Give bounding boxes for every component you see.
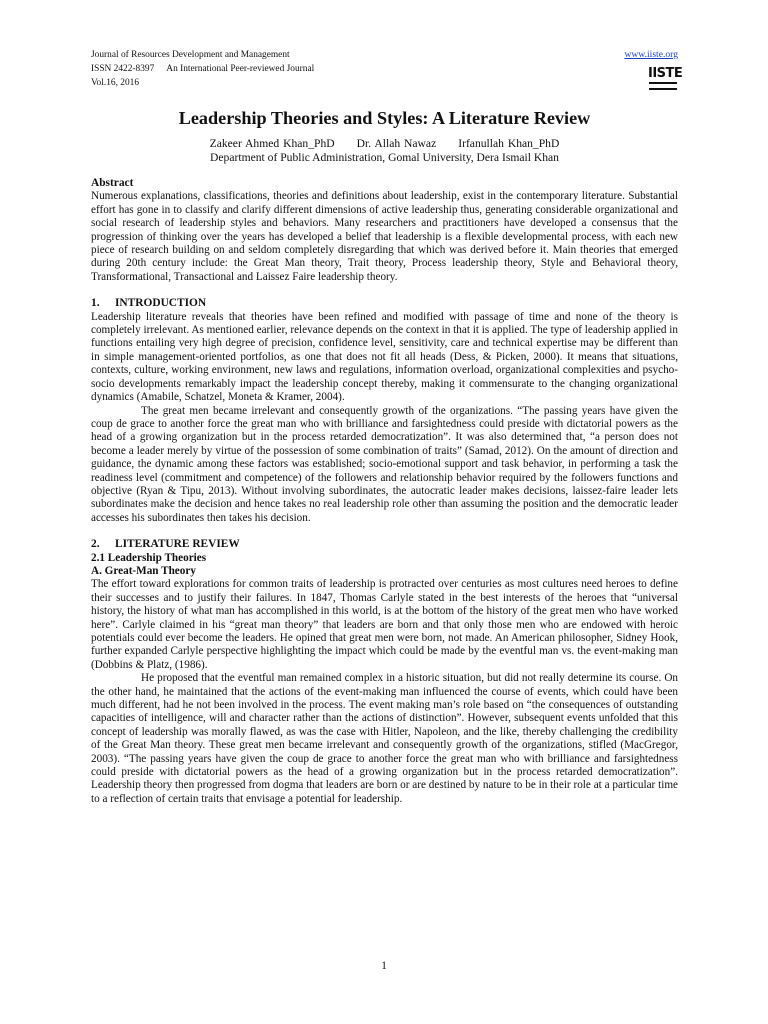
intro-paragraph-2: The great men became irrelevant and consequently growth of the organizations. “The passing years have given the coup de grace to another force the great man who with brilliance and farsightedness could preside with dictatorial powers as the head of a growing organization but in the process retarded democratization”. It was also determined that, “a person does not become a leader merely by virtue of the possession of some combination of traits” (Samad, 2012). On the amount of direction and guidance, the dynamic among these factors was established; socio-emotional support and task behavior, in performing a task the readiness level (commitment and competence) of the followers and relationship behavior required by the followers functions and objective (Ryan & Tipu, 2013). Without involving subordinates, the autocratic leader makes decisions, laissez-faire leader lets subordinates make the decision and hence takes no real leadership role other than assuming the position and the democratic leader accesses his subordinates then takes his decision. — [91, 404, 678, 524]
subsection-heading: 2.1 Leadership Theories — [91, 551, 207, 564]
section-number: 1. — [91, 297, 100, 310]
author-2: Dr. Allah Nawaz — [356, 137, 437, 150]
page-number: 1 — [381, 960, 387, 972]
author-list — [91, 137, 678, 151]
logo-text: IISTE — [648, 66, 683, 81]
volume: Vol.16, 2016 — [91, 78, 140, 88]
journal-type: An International Peer-reviewed Journal — [166, 64, 315, 74]
author-1: Zakeer Ahmed Khan_PhD — [209, 137, 335, 150]
paper-title: Leadership Theories and Styles: A Literature Review — [178, 108, 591, 128]
issn: ISSN 2422-8397 — [91, 64, 155, 74]
journal-header — [91, 48, 683, 98]
lit-paragraph-1: The effort toward explorations for common traits of leadership is protracted over centuries as most cultures need heroes to define their successes and to justify their failures. In 1847, Thomas Carlyle stated in the best interests of the heroes that “universal history, the history of what man has accomplished in this world, is at the bottom of the history of the great men who have worked here”. Carlyle claimed in his “great man theory” that leaders are born and that only those men who are endowed with heroic potentials could ever become the leaders. He opined that great men were born, not made. An American philosopher, Sidney Hook, further expanded Carlyle perspective highlighting the impact which could be made by the eventful man vs. the event-making man (Dobbins & Platz, (1986). — [91, 578, 678, 671]
abstract-text: Numerous explanations, classifications, theories and definitions about leadership, exist in the contemporary literature. Substantial effort has gone in to classify and clarify different dimensions of active leadership thus, generating considerable organizational and social research of leadership styles and behaviors. Many researchers and practitioners have developed a consensus that the progression of thinking over the years has developed a belief that leadership is a flexible developmental process, with each new piece of research building on and seldom completely disregarding that which was derived before it. Main theories that emerged during 20th century include: the Great Man theory, Trait theory, Process leadership theory, Style and Behavioral theory, Transformational, Transactional and Laissez Faire leadership theory. — [91, 190, 678, 283]
logo-bars — [649, 82, 677, 90]
journal-name: Journal of Resources Development and Management — [91, 50, 290, 60]
section-title: LITERATURE REVIEW — [115, 538, 240, 551]
journal-info — [91, 48, 683, 90]
section-title: INTRODUCTION — [115, 297, 207, 310]
affiliation: Department of Public Administration, Gomal University, Dera Ismail Khan — [210, 151, 559, 164]
paper-page — [91, 48, 683, 806]
section-introduction-heading — [91, 297, 678, 310]
abstract-heading: Abstract — [91, 177, 134, 189]
subsubsection-heading: A. Great-Man Theory — [91, 564, 196, 577]
section-literature-heading — [91, 538, 678, 551]
issn-line — [91, 62, 678, 76]
author-3: Irfanullah Khan_PhD — [458, 137, 560, 150]
section-number: 2. — [91, 538, 100, 551]
journal-url-link[interactable]: www.iiste.org — [624, 49, 678, 60]
journal-brand — [624, 48, 683, 93]
lit-paragraph-2: He proposed that the eventful man remained complex in a historic situation, but did not really determine its course. On the other hand, he maintained that the actions of the event-making man influenced the course of events, which could have been much different, had he not been involved in the process. The event making man’s role based on “the consequences of outstanding capacities of intelligence, will and character rather than the actions of distinction”. However, subsequent events unfolded that this concept of leadership was morally flawed, as was the case with Hitler, Napoleon, and the like, thereby challenging the credibility of the Great Man theory. These great men became irrelevant and consequently growth of the organizations, stifled (MacGregor, 2003). “The passing years have given the coup de grace to another force the great man who with brilliance and farsightedness could preside with dictatorial powers as the head of a growing organization but in the process retarded democratization”. Leadership theory then progressed from dogma that leaders are born or are destined by nature to be in their role at a particular time to a reflection of certain traits that envisage a potential for leadership. — [91, 672, 678, 805]
intro-paragraph-1: Leadership literature reveals that theories have been refined and modified with passage of time and none of the theory is completely irrelevant. As mentioned earlier, relevance depends on the context in that it is applied. The type of leadership applied in functions entailing very high degree of precision, confidence level, sensitivity, care and technical expertise may be different than in simple management-oriented portfolios, as one that does not fit all heads (Dess, & Picken, 2000). It means that situations, contexts, culture, working environment, new laws and regulations, information overload, organizational complexities and psycho-socio developments remarkably impact the leadership concept thereby, making it commensurate to the changing organizational dynamics (Amabile, Schatzel, Moneta & Kramer, 2004). — [91, 310, 678, 404]
iiste-logo — [648, 66, 683, 93]
